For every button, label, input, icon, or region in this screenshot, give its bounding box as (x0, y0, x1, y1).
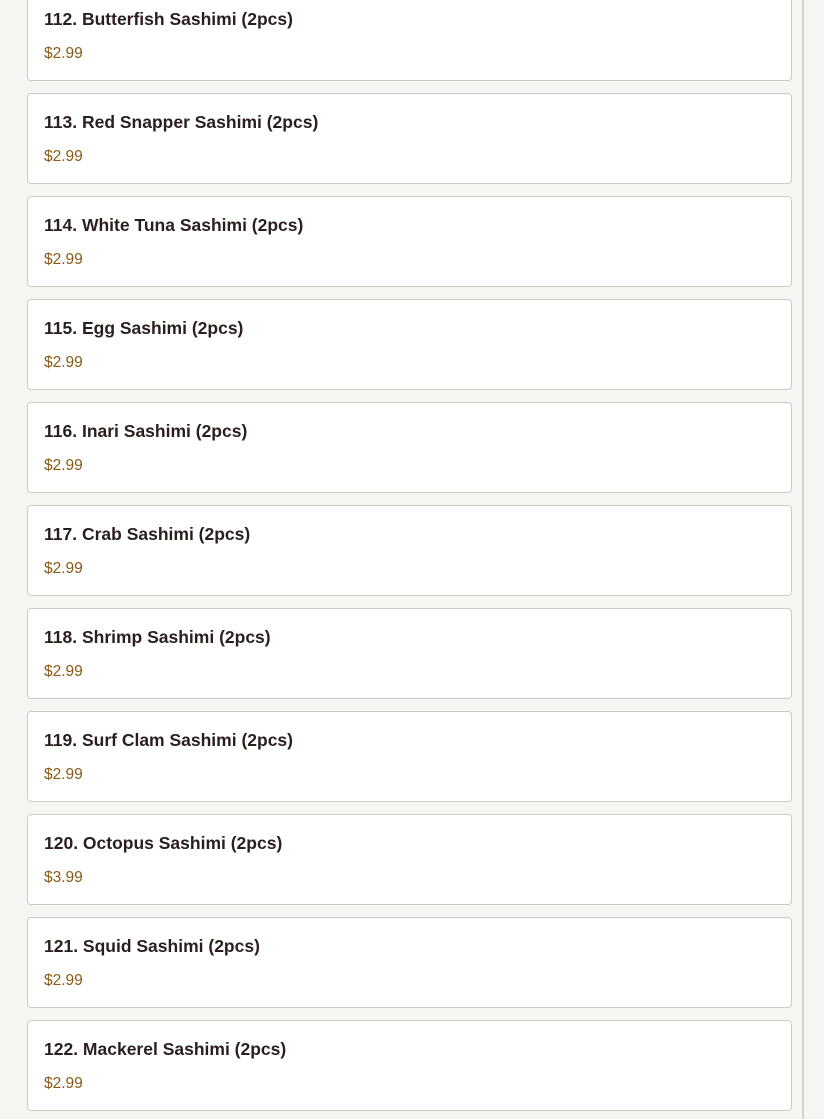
menu-item-price: $2.99 (44, 663, 83, 680)
menu-item-name: 116. Inari Sashimi (2pcs) (44, 421, 248, 441)
menu-item-card[interactable] (27, 196, 792, 287)
menu-item-name: 118. Shrimp Sashimi (2pcs) (44, 627, 271, 647)
menu-item-price: $2.99 (44, 457, 83, 474)
menu-item-list (27, 0, 792, 1119)
menu-item-card[interactable] (27, 917, 792, 1008)
menu-item-name: 120. Octopus Sashimi (2pcs) (44, 833, 283, 853)
menu-item-card[interactable] (27, 608, 792, 699)
menu-item-price: $3.99 (44, 869, 83, 886)
menu-item-card[interactable] (27, 0, 792, 81)
scroll-container-edge (802, 0, 804, 1119)
menu-item-card[interactable] (27, 93, 792, 184)
menu-item-price: $2.99 (44, 148, 83, 165)
menu-item-price: $2.99 (44, 45, 83, 62)
menu-item-name: 115. Egg Sashimi (2pcs) (44, 318, 244, 338)
menu-item-name: 121. Squid Sashimi (2pcs) (44, 936, 260, 956)
menu-item-price: $2.99 (44, 560, 83, 577)
menu-item-price: $2.99 (44, 1075, 83, 1092)
menu-item-name: 117. Crab Sashimi (2pcs) (44, 524, 251, 544)
menu-item-price: $2.99 (44, 766, 83, 783)
menu-item-name: 112. Butterfish Sashimi (2pcs) (44, 9, 293, 29)
menu-item-name: 113. Red Snapper Sashimi (2pcs) (44, 112, 319, 132)
menu-item-card[interactable] (27, 711, 792, 802)
menu-item-card[interactable] (27, 1020, 792, 1111)
menu-item-card[interactable] (27, 814, 792, 905)
menu-item-card[interactable] (27, 505, 792, 596)
menu-item-price: $2.99 (44, 972, 83, 989)
menu-item-name: 114. White Tuna Sashimi (2pcs) (44, 215, 304, 235)
menu-item-price: $2.99 (44, 354, 83, 371)
menu-item-name: 119. Surf Clam Sashimi (2pcs) (44, 730, 293, 750)
menu-item-card[interactable] (27, 299, 792, 390)
menu-item-name: 122. Mackerel Sashimi (2pcs) (44, 1039, 287, 1059)
menu-item-price: $2.99 (44, 251, 83, 268)
menu-item-card[interactable] (27, 402, 792, 493)
